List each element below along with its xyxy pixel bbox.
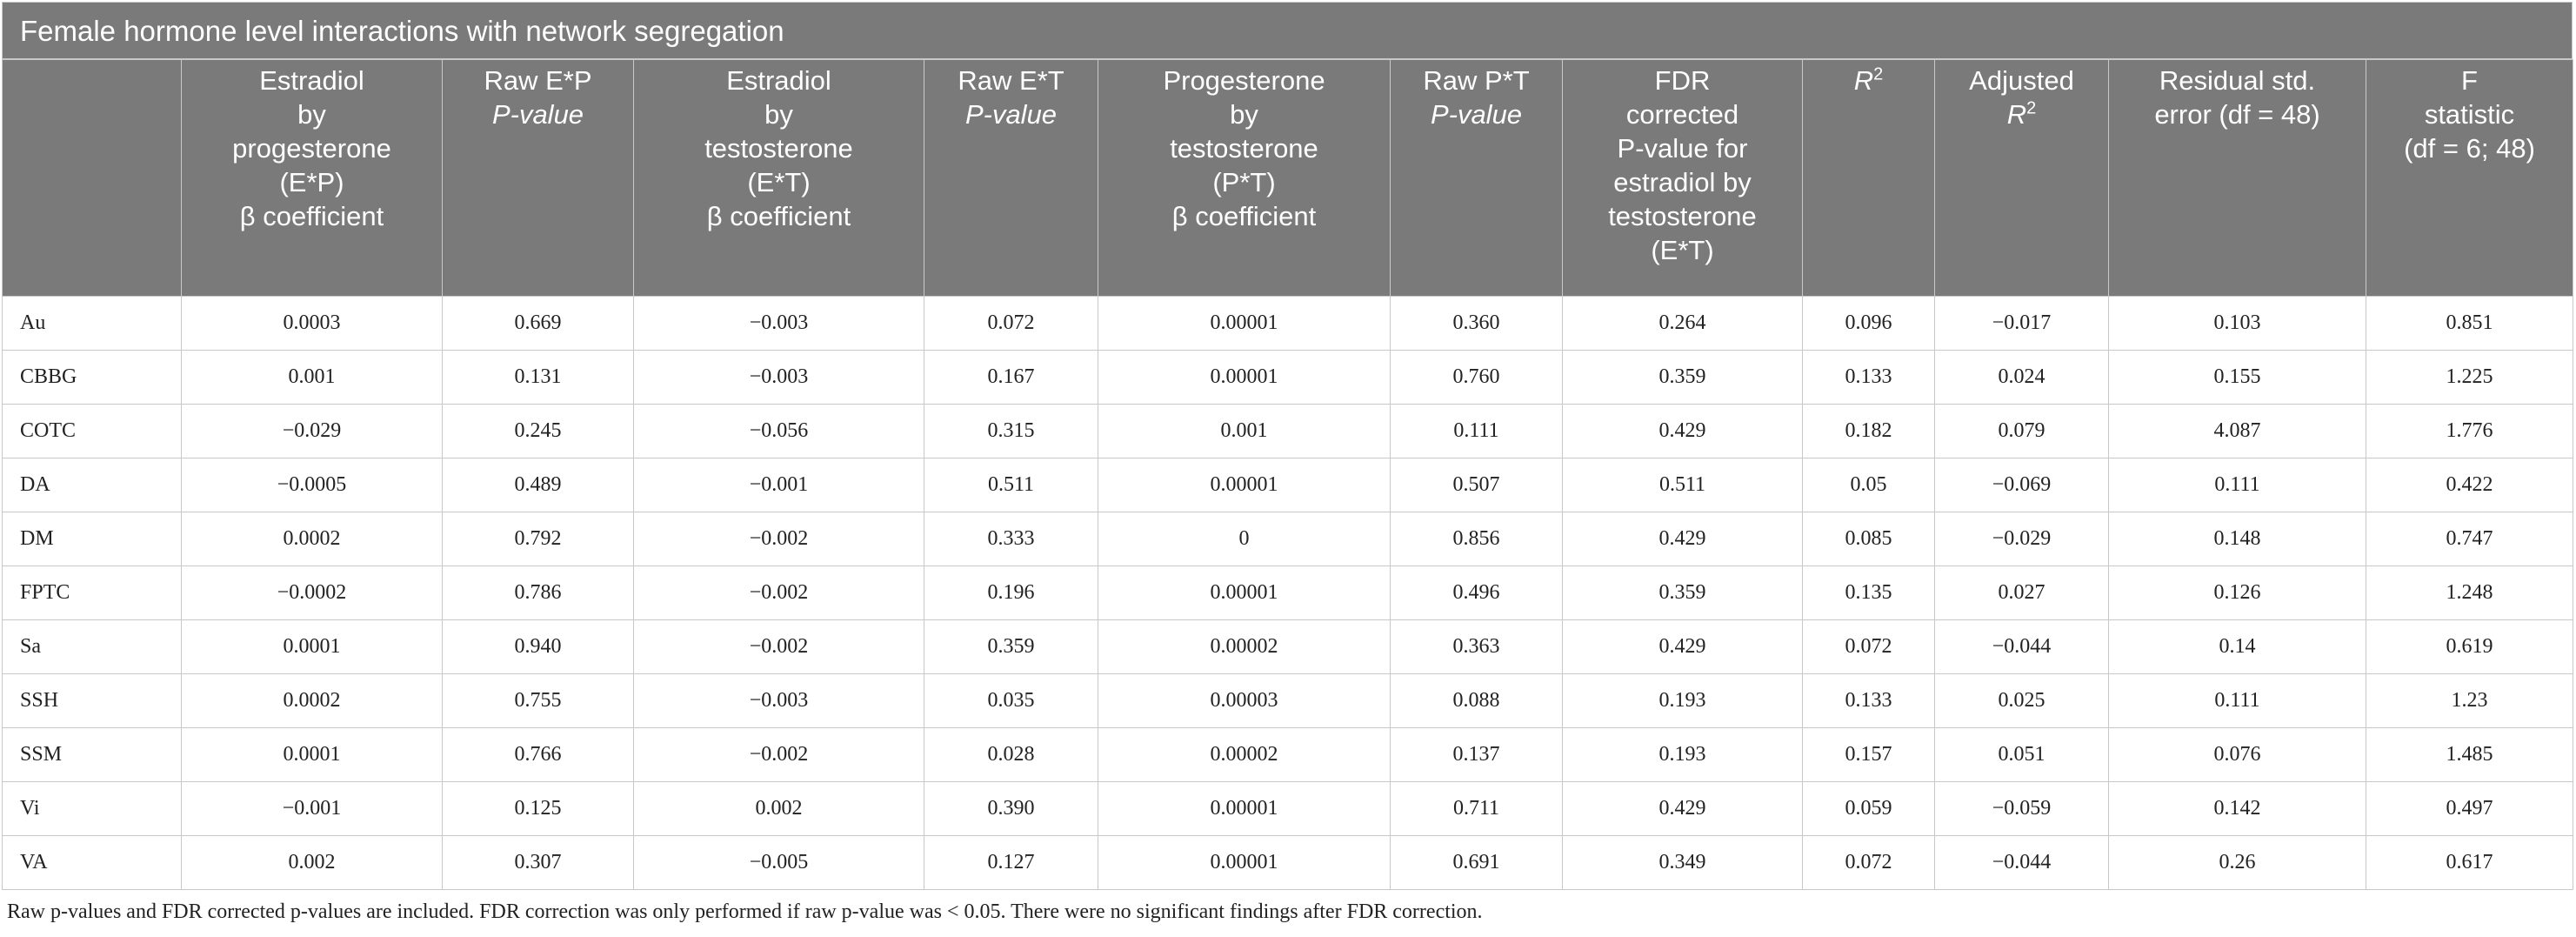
table-row xyxy=(3,297,2573,351)
row-label: Sa xyxy=(3,620,182,674)
table-cell: 0.507 xyxy=(1391,458,1563,512)
header-et-beta: Estradiol by testosterone (E*T) β coefficient xyxy=(634,60,924,297)
table-body xyxy=(3,297,2573,890)
table-cell: 1.23 xyxy=(2366,674,2573,728)
table-cell: 0.359 xyxy=(924,620,1098,674)
table-cell: 0.617 xyxy=(2366,836,2573,890)
table-cell: −0.0002 xyxy=(182,566,443,620)
table-row xyxy=(3,782,2573,836)
table-cell: −0.029 xyxy=(1935,512,2109,566)
table-cell: 0.167 xyxy=(924,351,1098,405)
table-cell: 0.126 xyxy=(2109,566,2366,620)
table-row xyxy=(3,566,2573,620)
table-cell: −0.044 xyxy=(1935,620,2109,674)
header-et-pvalue: Raw E*T P-value xyxy=(924,60,1098,297)
table-cell: 0.072 xyxy=(924,297,1098,351)
table-cell: 0.00001 xyxy=(1098,351,1391,405)
header-row-label xyxy=(3,60,182,297)
table-cell: 0.027 xyxy=(1935,566,2109,620)
table-cell: 0.307 xyxy=(443,836,634,890)
table-cell: 0.496 xyxy=(1391,566,1563,620)
row-label: CBBG xyxy=(3,351,182,405)
header-r-squared: $R^2$ xyxy=(1803,60,1935,297)
table-cell: 0.076 xyxy=(2109,728,2366,782)
table-cell: 0.0003 xyxy=(182,297,443,351)
table-cell: 0.196 xyxy=(924,566,1098,620)
table-cell: 0.856 xyxy=(1391,512,1563,566)
table-cell: −0.059 xyxy=(1935,782,2109,836)
table-cell: 0.359 xyxy=(1563,351,1803,405)
table-cell: 0.035 xyxy=(924,674,1098,728)
table-cell: 0.085 xyxy=(1803,512,1935,566)
table-cell: 0.148 xyxy=(2109,512,2366,566)
table-cell: 0.315 xyxy=(924,405,1098,458)
table-cell: 0.059 xyxy=(1803,782,1935,836)
table-cell: 0.755 xyxy=(443,674,634,728)
header-fdr-pvalue: FDR corrected P-value for estradiol by testosterone (E*T) xyxy=(1563,60,1803,297)
table-cell: 0.155 xyxy=(2109,351,2366,405)
table-cell: −0.017 xyxy=(1935,297,2109,351)
table-cell: 0.127 xyxy=(924,836,1098,890)
table-cell: 0.333 xyxy=(924,512,1098,566)
data-table xyxy=(2,59,2573,890)
table-cell: 0.264 xyxy=(1563,297,1803,351)
table-cell: 0.26 xyxy=(2109,836,2366,890)
table-cell: −0.069 xyxy=(1935,458,2109,512)
table-cell: 0.429 xyxy=(1563,782,1803,836)
table-cell: 0.182 xyxy=(1803,405,1935,458)
table-cell: 1.485 xyxy=(2366,728,2573,782)
table-cell: 1.776 xyxy=(2366,405,2573,458)
table-cell: 0.024 xyxy=(1935,351,2109,405)
table-cell: 0.0001 xyxy=(182,728,443,782)
table-cell: −0.002 xyxy=(634,728,924,782)
table-cell: 0.133 xyxy=(1803,351,1935,405)
table-cell: 0.711 xyxy=(1391,782,1563,836)
table-row xyxy=(3,405,2573,458)
table-cell: 0.422 xyxy=(2366,458,2573,512)
table-cell: 0.111 xyxy=(2109,458,2366,512)
row-label: DM xyxy=(3,512,182,566)
table-cell: 0.691 xyxy=(1391,836,1563,890)
table-cell: 0.002 xyxy=(634,782,924,836)
table-cell: 0.359 xyxy=(1563,566,1803,620)
table-cell: 0.096 xyxy=(1803,297,1935,351)
table-cell: 0.349 xyxy=(1563,836,1803,890)
table-cell: −0.003 xyxy=(634,297,924,351)
table-cell: 0.792 xyxy=(443,512,634,566)
table-cell: 0.00001 xyxy=(1098,297,1391,351)
table-cell: 0.00002 xyxy=(1098,728,1391,782)
row-label: COTC xyxy=(3,405,182,458)
table-row xyxy=(3,836,2573,890)
table-cell: 0 xyxy=(1098,512,1391,566)
table-cell: 0.079 xyxy=(1935,405,2109,458)
table-cell: 4.087 xyxy=(2109,405,2366,458)
row-label: DA xyxy=(3,458,182,512)
table-row xyxy=(3,674,2573,728)
table-cell: −0.029 xyxy=(182,405,443,458)
table-cell: 0.760 xyxy=(1391,351,1563,405)
table-cell: 0.001 xyxy=(1098,405,1391,458)
table-cell: 0.157 xyxy=(1803,728,1935,782)
table-row xyxy=(3,458,2573,512)
table-cell: 0.088 xyxy=(1391,674,1563,728)
table-cell: −0.002 xyxy=(634,620,924,674)
table-cell: 0.111 xyxy=(2109,674,2366,728)
table-cell: 0.360 xyxy=(1391,297,1563,351)
table-cell: 0.14 xyxy=(2109,620,2366,674)
table-cell: 0.025 xyxy=(1935,674,2109,728)
table-cell: 0.497 xyxy=(2366,782,2573,836)
table-cell: 0.511 xyxy=(924,458,1098,512)
header-f-statistic: F statistic (df = 6; 48) xyxy=(2366,60,2573,297)
table-cell: −0.002 xyxy=(634,512,924,566)
table-cell: 0.429 xyxy=(1563,405,1803,458)
row-label: Vi xyxy=(3,782,182,836)
table-cell: −0.0005 xyxy=(182,458,443,512)
header-ep-beta: Estradiol by progesterone (E*P) β coefficient xyxy=(182,60,443,297)
table-row xyxy=(3,620,2573,674)
table-row xyxy=(3,728,2573,782)
row-label: FPTC xyxy=(3,566,182,620)
table-cell: 1.225 xyxy=(2366,351,2573,405)
table-cell: 0.072 xyxy=(1803,620,1935,674)
table-cell: 0.747 xyxy=(2366,512,2573,566)
table-footnote: Raw p-values and FDR corrected p-values are included. FDR correction was only performed if raw p-value was < 0.05. There were no significant findings after FDR correction. xyxy=(7,900,1483,923)
table-cell: 0.489 xyxy=(443,458,634,512)
row-label: VA xyxy=(3,836,182,890)
table-cell: −0.005 xyxy=(634,836,924,890)
table-cell: 0.135 xyxy=(1803,566,1935,620)
row-label: SSH xyxy=(3,674,182,728)
header-residual-error: Residual std. error (df = 48) xyxy=(2109,60,2366,297)
table-cell: 0.429 xyxy=(1563,512,1803,566)
table-cell: 0.05 xyxy=(1803,458,1935,512)
table-cell: 0.363 xyxy=(1391,620,1563,674)
table-cell: 0.125 xyxy=(443,782,634,836)
header-pt-pvalue: Raw P*T P-value xyxy=(1391,60,1563,297)
table-cell: 0.766 xyxy=(443,728,634,782)
table-cell: 0.619 xyxy=(2366,620,2573,674)
table-cell: 0.0002 xyxy=(182,512,443,566)
table-cell: 0.940 xyxy=(443,620,634,674)
header-row xyxy=(3,60,2573,297)
table-cell: 0.429 xyxy=(1563,620,1803,674)
table-cell: 0.028 xyxy=(924,728,1098,782)
table-cell: 0.669 xyxy=(443,297,634,351)
table-cell: 0.142 xyxy=(2109,782,2366,836)
table-cell: 0.00001 xyxy=(1098,836,1391,890)
header-ep-pvalue: Raw E*P P-value xyxy=(443,60,634,297)
table-cell: 0.00001 xyxy=(1098,458,1391,512)
table-cell: 0.051 xyxy=(1935,728,2109,782)
table-cell: 0.00001 xyxy=(1098,782,1391,836)
table-cell: 1.248 xyxy=(2366,566,2573,620)
table-cell: 0.072 xyxy=(1803,836,1935,890)
table-cell: 0.00001 xyxy=(1098,566,1391,620)
row-label: Au xyxy=(3,297,182,351)
table-caption: Female hormone level interactions with network segregation xyxy=(2,2,2573,59)
table-cell: 0.511 xyxy=(1563,458,1803,512)
table-cell: −0.002 xyxy=(634,566,924,620)
table-cell: −0.003 xyxy=(634,351,924,405)
table-row xyxy=(3,351,2573,405)
table-cell: 0.001 xyxy=(182,351,443,405)
table-cell: 0.00002 xyxy=(1098,620,1391,674)
table-cell: 0.245 xyxy=(443,405,634,458)
table-cell: −0.056 xyxy=(634,405,924,458)
table-cell: 0.137 xyxy=(1391,728,1563,782)
table-cell: 0.193 xyxy=(1563,674,1803,728)
table-cell: 0.193 xyxy=(1563,728,1803,782)
table-cell: 0.131 xyxy=(443,351,634,405)
table-cell: −0.001 xyxy=(182,782,443,836)
table-cell: 0.133 xyxy=(1803,674,1935,728)
table-cell: −0.044 xyxy=(1935,836,2109,890)
table-cell: −0.003 xyxy=(634,674,924,728)
table-cell: 0.111 xyxy=(1391,405,1563,458)
table-cell: 0.851 xyxy=(2366,297,2573,351)
table-row xyxy=(3,512,2573,566)
header-pt-beta: Progesterone by testosterone (P*T) β coefficient xyxy=(1098,60,1391,297)
table-cell: 0.0001 xyxy=(182,620,443,674)
table-cell: −0.001 xyxy=(634,458,924,512)
table-cell: 0.002 xyxy=(182,836,443,890)
table-cell: 0.103 xyxy=(2109,297,2366,351)
table-cell: 0.00003 xyxy=(1098,674,1391,728)
table-cell: 0.786 xyxy=(443,566,634,620)
header-adjusted-r-squared: Adjusted $R^2$ xyxy=(1935,60,2109,297)
row-label: SSM xyxy=(3,728,182,782)
table-cell: 0.390 xyxy=(924,782,1098,836)
table-cell: 0.0002 xyxy=(182,674,443,728)
